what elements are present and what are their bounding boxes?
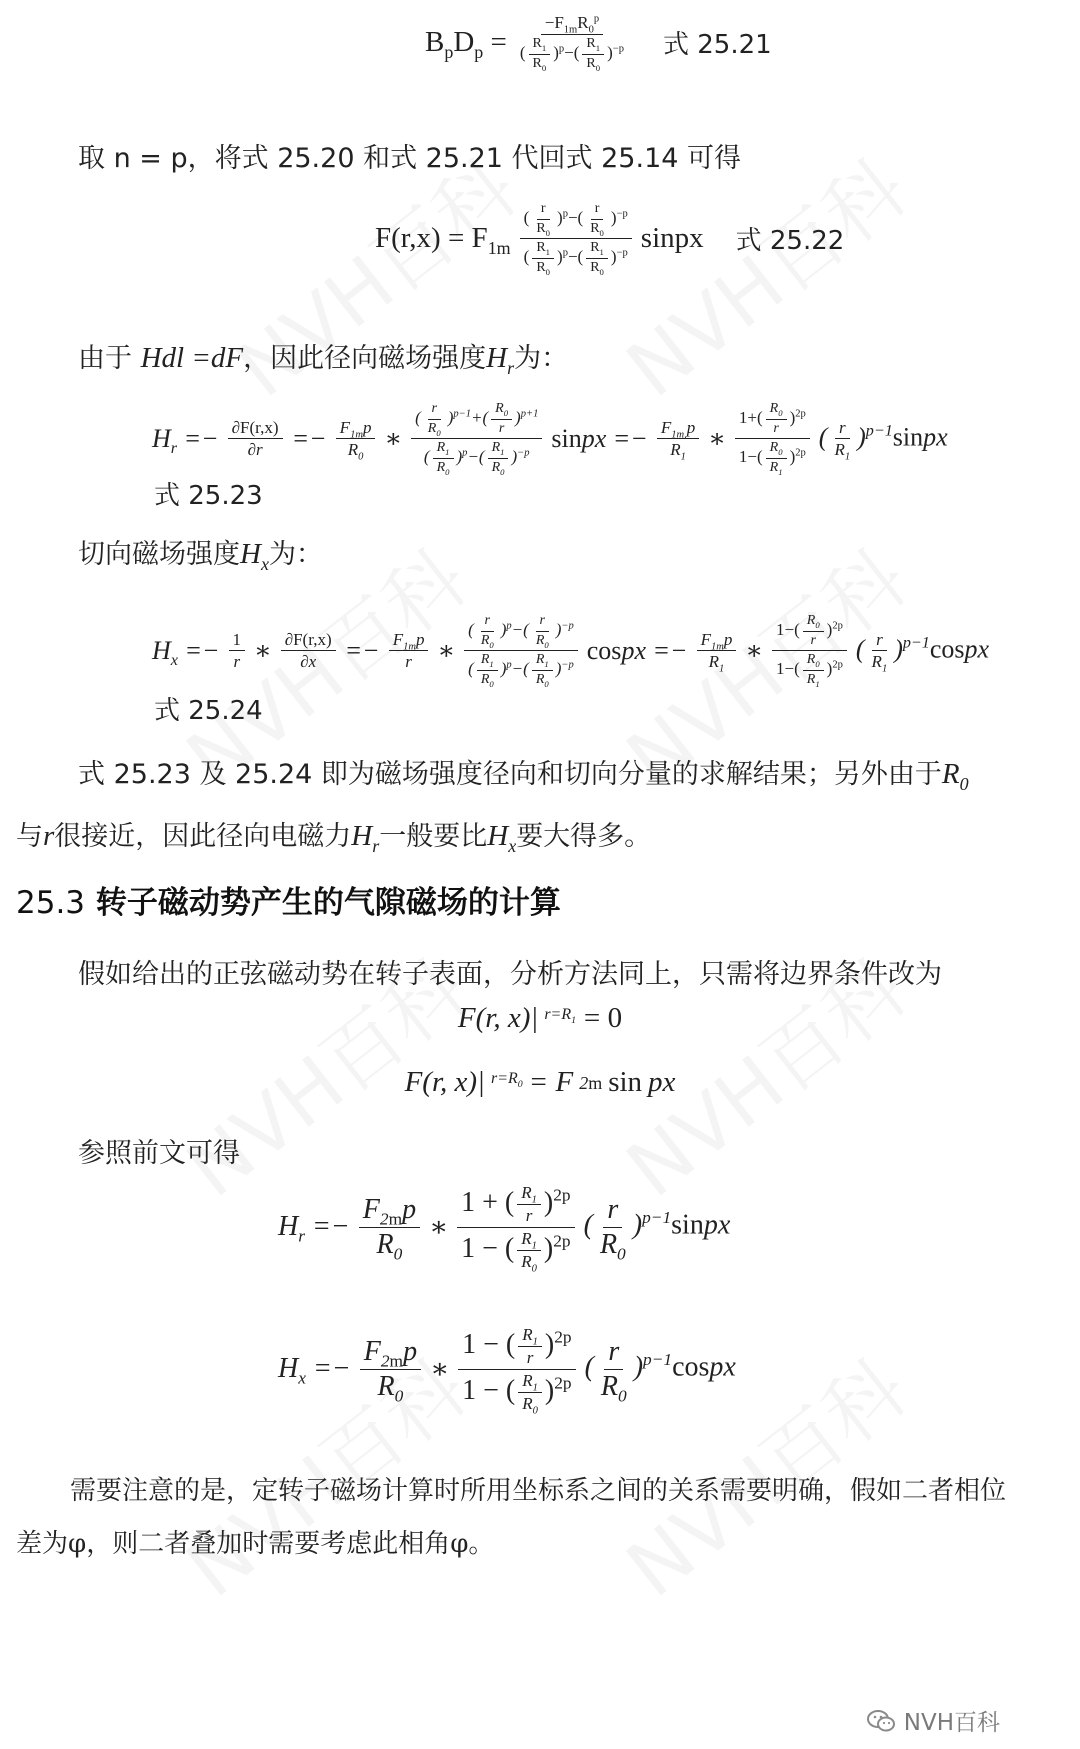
paragraph-reference: 参照前文可得 (78, 1138, 240, 1169)
equation-hr-rotor: $H_r$ =− $\frac{F_{2m}p}{R_0}$ ∗ 1 + ( $\frac{R_1}{r}$ )$^{2p}$ 1 − ( $\frac{R_1}{R_0}$ )$^{2p}$ ( $\frac{r}{R_0}$ )$^{p-1}$sinpx (278, 1183, 731, 1274)
equation-25-23: $H_r$ =− $\frac{\partial F(r,x)}{\partial r}$ =− $\frac{F_{1m}p}{R_0}$ ∗ ( $\frac{r}{R_0}$ )$^{p-1}$+( $\frac{R_0}{r}$ )$^{p+1}$ ( $\frac{R_1}{R_0}$ )$^p$−( $\frac{R_1}{R_0}$ )$^{-p}$ sinpx =− $\frac{F_{1m,}p}{R_1}$ ∗ 1+( $\frac{R_0}{r}$ )$^{2p}$ 1−( $\frac{R_0}{R_1}$ )$^{2p}$ ( $\frac{r}{R_1}$ )$^{p-1}$sinpx (152, 401, 948, 477)
brand-name: NVH百科 (903, 1710, 1000, 1736)
text: 为： (514, 343, 569, 374)
paragraph-result-line2: 与r很接近，因此径向电磁力$H_r$一般要比$H_x$要大得多。 (16, 820, 652, 856)
section-heading (16, 877, 561, 922)
paragraph-tangential-intro: 切向磁场强度$H_x$为： (78, 538, 323, 574)
paragraph-radial-intro: 由于 Hdl =dF，因此径向磁场强度$H_r$为： (78, 342, 569, 378)
paragraph-note-line1: 需要注意的是，定转子磁场计算时所用坐标系之间的关系需要明确，假如二者相位 (70, 1476, 1007, 1506)
text: 切向磁场强度 (78, 539, 240, 570)
text: 很接近，因此径向电磁力 (54, 821, 352, 852)
text: 与 (16, 821, 43, 852)
equation-tag: 式 25.21 (663, 30, 772, 61)
equation-25-22: $F(r,x) = F_{1m}$ ( $\frac{r}{R_0}$ )$^p$−( $\frac{r}{R_0}$ )$^{-p}$ ( $\frac{R_1}{R_0}$ )$^p$−( $\frac{R_1}{R_0}$ )$^{-p}$ sinpx 式 25.22 (375, 201, 845, 277)
text: ，因此径向磁场强度 (243, 343, 487, 374)
text: 式 25.23 及 25.24 即为磁场强度径向和切向分量的求解结果；另外由于 (78, 759, 942, 790)
paragraph-boundary-intro: 假如给出的正弦磁动势在转子表面，分析方法同上，只需将边界条件改为 (78, 959, 942, 990)
brand-footer (866, 1704, 1000, 1737)
text: 一般要比 (379, 821, 488, 852)
equation-tag: 式 25.24 (154, 696, 263, 726)
equation-tag: 式 25.23 (154, 481, 263, 511)
wechat-icon (866, 1708, 896, 1734)
paragraph-result-line1: 式 25.23 及 25.24 即为磁场强度径向和切向分量的求解结果；另外由于$R_0$ (78, 758, 969, 794)
equation-tag: 式 25.22 (735, 226, 845, 257)
boundary-condition-1: F(r, x)| $r=R_1$ = 0 (457, 1002, 623, 1034)
text: 为： (268, 539, 323, 570)
paragraph-note-line2: 差为φ，则二者叠加时需要考虑此相角φ。 (16, 1529, 495, 1559)
boundary-condition-2: F(r, x)| $r=R_0$ = F 2m sin px (404, 1066, 676, 1098)
section-title: 转子磁动势产生的气隙磁场的计算 (85, 885, 561, 921)
section-number: 25.3 (16, 885, 86, 921)
equation-25-21: $B_pD_p$ = $-F_{1m}R_0^p$ ( $\frac{R_1}{R_0}$ )$^p$−( $\frac{R_1}{R_0}$ )$^{-p}$ 式 25.21 (425, 13, 772, 73)
equation-hx-rotor: $H_x$ =− $\frac{F_{2m}p}{R_0}$ ∗ 1 − ( $\frac{R_1}{r}$ )$^{2p}$ 1 − ( $\frac{R_1}{R_0}$ )$^{2p}$ ( $\frac{r}{R_0}$ )$^{p-1}$cospx (278, 1325, 736, 1416)
paragraph-substitution: 取 n = p，将式 25.20 和式 25.21 代回式 25.14 可得 (78, 143, 742, 174)
equation-25-24: $H_x$ =− $\frac{1}{r}$ ∗ $\frac{\partial F(r,x)}{\partial x}$ =− $\frac{F_{1m}p}{r}$ ∗ ( $\frac{r}{R_0}$ )$^p$−( $\frac{r}{R_0}$ )$^{-p}$ ( $\frac{R_1}{R_0}$ )$^p$−( $\frac{R_1}{R_0}$ )$^{-p}$ cospx =− $\frac{F_{1m}p}{R_1}$ ∗ 1−( $\frac{R_0}{r}$ )$^{2p}$ 1−( $\frac{R_0}{R_1}$ )$^{2p}$ ( $\frac{r}{R_1}$ )$^{p-1}$cospx (152, 613, 990, 689)
text: 要大得多。 (516, 821, 652, 852)
text: 由于 (78, 343, 141, 374)
